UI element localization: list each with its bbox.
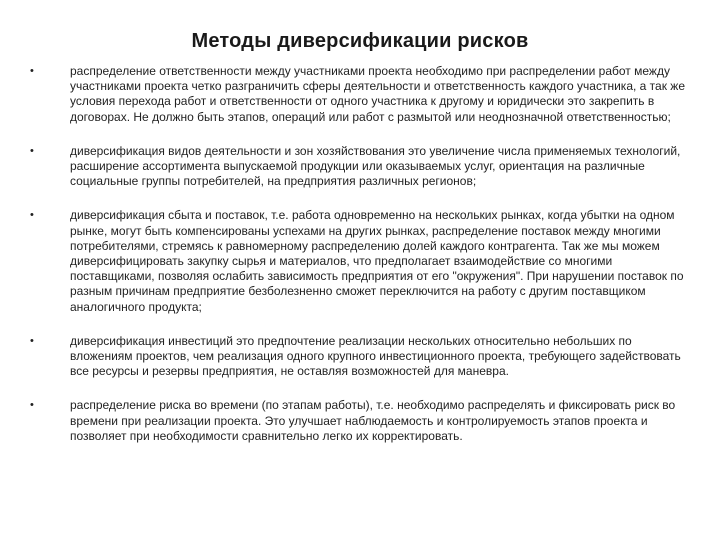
bullet-item-investment-diversification bbox=[30, 334, 690, 380]
bullet-icon: • bbox=[30, 65, 34, 77]
bullet-item-risk-responsibility bbox=[30, 64, 690, 125]
bullet-icon: • bbox=[30, 334, 34, 347]
bullet-text: диверсификация инвестиций это предпочтение реализации нескольких относительно небольших по вложениям проектов, чем реализация одного крупного инвестиционного проекта, требующего задействовать все ресурсы и резервы предприятия, не оставляя возможностей для маневра. bbox=[70, 333, 681, 379]
bullet-text: диверсификация видов деятельности и зон хозяйствования это увеличение числа применяемых технологий, расширение ассортимента выпускаемой продукции или оказываемых услуг, ориентация на различные социальные группы потребителей, на предприятия различных регионов; bbox=[70, 143, 681, 189]
bullet-text: распределение риска во времени (по этапам работы), т.е. необходимо распределять и фиксировать риск во времени при реализации проекта. Это улучшает наблюдаемость и контролируемость этапов проекта и позволяет при необходимости сравнительно легко их корректировать. bbox=[70, 398, 676, 443]
bullet-item-time-distribution bbox=[30, 398, 690, 444]
slide-title: Методы диверсификации рисков bbox=[191, 30, 529, 52]
bullet-text: диверсификация сбыта и поставок, т.е. работа одновременно на нескольких рынках, когда убытки на одном рынке, могут быть компенсированы успехами на других рынках, распределение поставок между многими потребителями, стремясь к равномерному распределению долей каждого контрагента. Так же мы можем диверсифицировать закупку сырья и материалов, что предполагает взаимодействие со многими поставщиками, позволяя ослабить зависимость предприятия от его "окружения". При нарушении поставок по разным причинам предприятие безболезненно сможет переключится на работу с другим поставщиком аналогичного продукта; bbox=[70, 208, 684, 314]
bullet-icon: • bbox=[30, 209, 34, 222]
bullet-item-sales-supply-diversification bbox=[30, 208, 690, 314]
bullet-item-activity-diversification bbox=[30, 144, 690, 190]
bullet-icon: • bbox=[30, 399, 34, 412]
bullet-list bbox=[30, 64, 690, 444]
bullet-text: распределение ответственности между участниками проекта необходимо при распределении работ между участниками проекта четко разграничить сферы деятельности и ответственность каждого участника, а так же условия перехода работ и ответственности от одного участника к другому и юридически это закрепить в договорах. Не должно быть этапов, операций или работ с размытой или неоднозначной ответственностью; bbox=[70, 64, 685, 124]
bullet-icon: • bbox=[30, 144, 34, 157]
